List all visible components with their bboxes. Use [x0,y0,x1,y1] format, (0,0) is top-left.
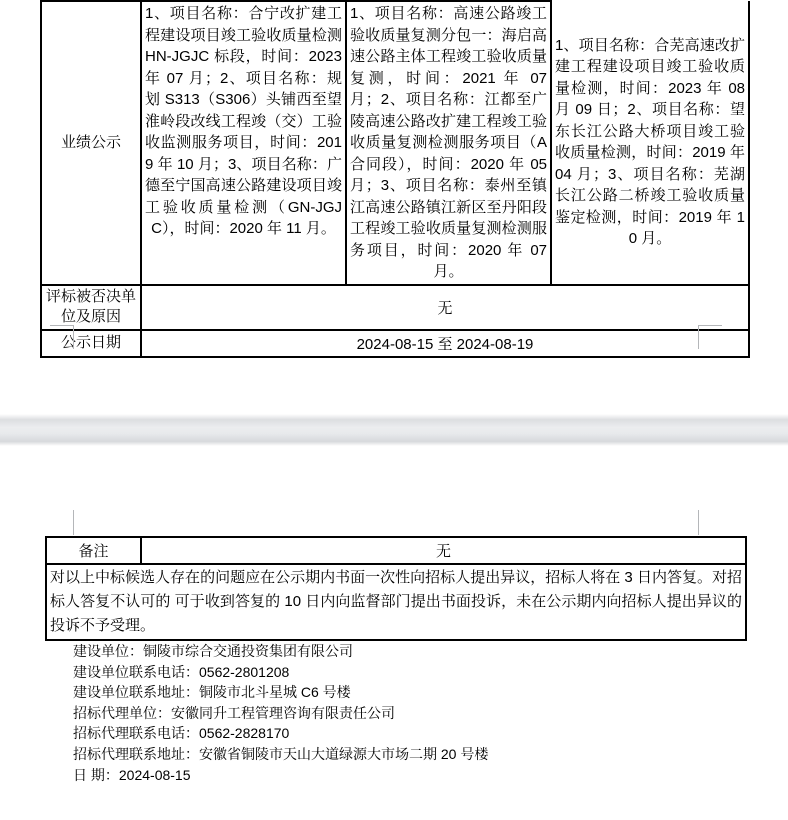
rejected-row-header: 评标被否决单位及原因 [41,285,141,330]
page1-bottom-left-margin-mark [50,325,74,349]
table-row-remark [46,537,746,564]
table-row-rejected-bidders [41,285,749,330]
table-row-performance [41,1,749,285]
table-row-publicity-date [41,330,749,357]
page2-top-right-margin-mark [698,510,699,535]
bidding-agency-line: 招标代理单位：安徽同升工程管理咨询有限责任公司 [73,704,395,721]
remark-table [45,536,747,641]
table-row-objection-note [46,564,746,640]
page-break-band [0,414,788,446]
performance-candidate3-cell: 1、项目名称：合芜高速改扩建工程建设项目竣工验收质量检测，时间：2023 年 08 月 09 日；2、项目名称：望东长江公路大桥项目竣工验收质量检测，时间：2019 年 04 月；3、项目名称：芜湖长江公路二桥竣工验收质量鉴定检测，时间：2019 年 10 月。 [551,1,749,285]
remark-row-value: 无 [141,537,746,564]
construction-unit-phone-line: 建设单位联系电话：0562-2801208 [73,663,290,680]
publicity-date-value: 2024-08-15 至 2024-08-19 [141,330,749,357]
construction-unit-address-line: 建设单位联系地址：铜陵市北斗星城 C6 号楼 [73,684,351,701]
date-line: 日 期：2024-08-15 [73,766,191,783]
rejected-row-value: 无 [141,285,749,330]
bidding-agency-phone-line: 招标代理联系电话：0562-2828170 [73,725,290,742]
objection-note-text: 对以上中标候选人存在的问题应在公示期内书面一次性向招标人提出异议，招标人将在 3 日内答复。对招标人答复不认可的 可于收到答复的 10 日内向监督部门提出书面投诉，未在公示期内向招标人提出异议的投诉不予受理。 [46,564,746,640]
remark-row-header: 备注 [46,537,141,564]
performance-candidate1-cell: 1、项目名称：合宁改扩建工程建设项目竣工验收质量检测 HN-JGJC 标段，时间：2023 年 07 月；2、项目名称：规划 S313（S306）头铺西至望淮岭段改线工程竣（交）工验收监测服务项目，时间：2019 年 10 月；3、项目名称：广德至宁国高速公路建设项目竣工验收质量检测（GN-JGJC），时间：2020 年 11 月。 [141,1,346,285]
page2-top-left-margin-mark [73,510,74,535]
bid-announcement-table [40,0,750,358]
performance-row-header: 业绩公示 [41,1,141,285]
contact-info-block [73,641,713,785]
page1-bottom-right-margin-mark [698,325,722,349]
bidding-agency-address-line: 招标代理联系地址：安徽省铜陵市天山大道绿源大市场二期 20 号楼 [73,745,489,762]
publicity-date-header: 公示日期 [41,330,141,357]
construction-unit-line: 建设单位：铜陵市综合交通投资集团有限公司 [73,643,353,659]
performance-candidate2-cell: 1、项目名称：高速公路竣工验收质量复测分包一：海启高速公路主体工程竣工验收质量复测，时间：2021 年 07 月；2、项目名称：江都至广陵高速公路改扩建工程竣工验收质量复测检测服务项目（A 合同段），时间：2020 年 05 月；3、项目名称：泰州至镇江高速公路镇江新区至丹阳段工程竣工验收质量复测检测服务项目，时间：2020 年 07 月。 [346,1,551,285]
